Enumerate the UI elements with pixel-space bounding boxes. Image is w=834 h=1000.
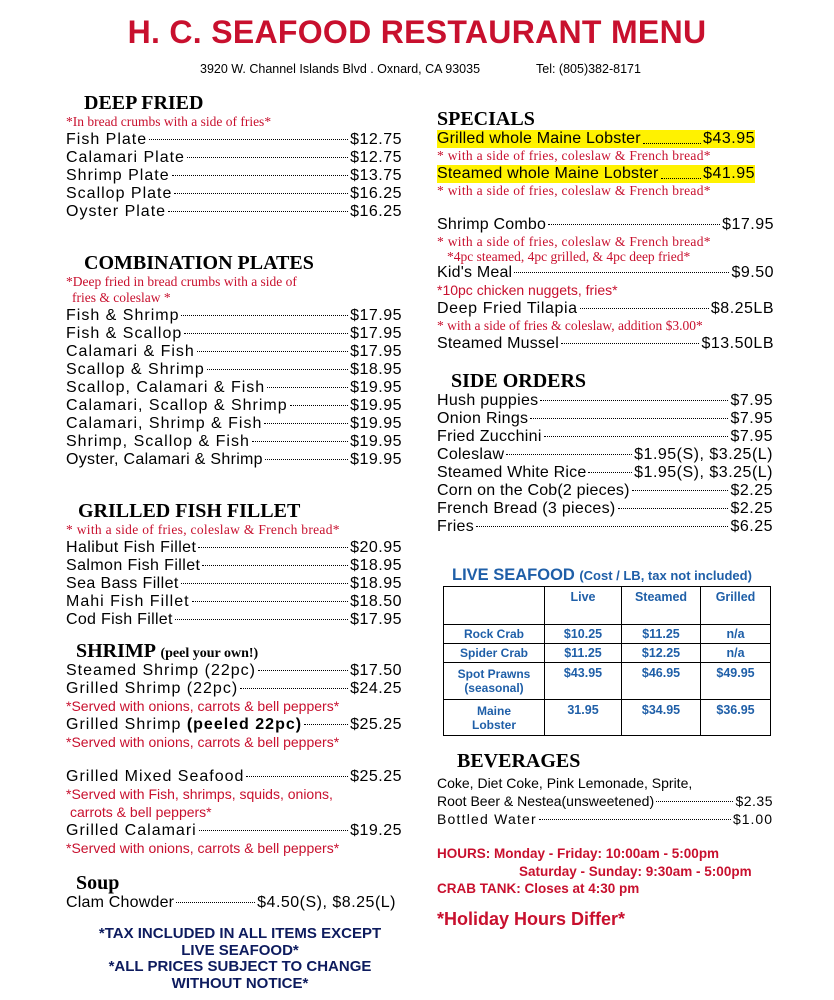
item-name: [66, 716, 302, 734]
hours-section: [437, 845, 777, 898]
menu-item: [437, 335, 774, 353]
combination-section: [66, 252, 402, 469]
menu-item: [66, 539, 402, 557]
item-name: Halibut Fish Fillet: [66, 539, 197, 556]
menu-item: [437, 216, 774, 234]
menu-item: [66, 716, 402, 734]
soup-heading: Soup: [76, 872, 120, 894]
item-price: $2.35: [735, 793, 773, 809]
item-price: $17.95: [350, 611, 402, 628]
holiday-hours-note: *Holiday Hours Differ*: [437, 909, 626, 929]
live-seafood-table: [443, 586, 771, 736]
item-price: $4.50(S), $8.25(L): [257, 894, 396, 911]
item-name: Shrimp Plate: [66, 167, 170, 184]
item-price: $7.95: [730, 392, 773, 409]
restaurant-phone: Tel: (805)382-8171: [536, 62, 641, 76]
item-name: Bottled Water: [437, 811, 537, 827]
specials-note: * with a side of fries, coleslaw & French bread*: [437, 148, 711, 163]
cell-steamed: $11.25: [622, 625, 701, 644]
item-name: Grilled Shrimp (22pc): [66, 680, 239, 697]
specials-note: *4pc steamed, 4pc grilled, & 4pc deep fried*: [447, 249, 691, 264]
grilled-mixed-note: *Served with Fish, shrimps, squids, onions,: [66, 786, 333, 802]
menu-item: [66, 415, 402, 433]
grilled-fish-note: * with a side of fries, coleslaw & French bread*: [66, 522, 340, 537]
item-price: $25.25: [350, 768, 402, 785]
menu-item: [66, 680, 402, 698]
menu-item: [66, 131, 402, 149]
menu-item: [66, 894, 396, 912]
item-price: $18.95: [350, 361, 402, 378]
deep-fried-list: [66, 131, 402, 221]
menu-item: [437, 264, 774, 282]
table-row: [444, 644, 771, 663]
item-price: $2.25: [730, 482, 773, 499]
cell-live: $43.95: [545, 663, 622, 700]
specials-note: * with a side of fries, coleslaw & French bread*: [437, 183, 711, 198]
menu-item: [66, 557, 402, 575]
specials-note: * with a side of fries, coleslaw & French bread*: [437, 234, 711, 249]
item-price: $7.95: [730, 410, 773, 427]
shrimp-heading: SHRIMP: [76, 640, 156, 662]
shrimp-note: *Served with onions, carrots & bell peppers*: [66, 734, 340, 750]
deep-fried-note: *In bread crumbs with a side of fries*: [66, 114, 272, 129]
item-name: Calamari Plate: [66, 149, 185, 166]
item-price: $12.75: [350, 149, 402, 166]
table-row: [444, 625, 771, 644]
shrimp-section: [66, 640, 402, 752]
menu-item: [437, 810, 773, 828]
item-name: Fish & Scallop: [66, 325, 183, 342]
item-price: $8.25LB: [710, 300, 774, 317]
row-name: Maine Lobster: [444, 700, 545, 736]
combination-note: *Deep fried in bread crumbs with a side of: [66, 274, 297, 289]
item-name: Calamari, Shrimp & Fish: [66, 415, 263, 432]
menu-item: [437, 130, 774, 148]
combination-heading: COMBINATION PLATES: [84, 252, 314, 274]
table-row: [444, 663, 771, 700]
menu-item: [66, 451, 402, 469]
menu-item: [66, 611, 402, 629]
menu-title: H. C. SEAFOOD RESTAURANT MENU: [127, 14, 707, 50]
table-header-cell: Live: [545, 587, 622, 625]
item-price: $17.95: [350, 325, 402, 342]
menu-item: [437, 428, 773, 446]
item-price: $17.95: [722, 216, 774, 233]
hours-weekday: HOURS: Monday - Friday: 10:00am - 5:00pm: [437, 846, 720, 861]
menu-item: [66, 379, 402, 397]
side-orders-heading: SIDE ORDERS: [451, 370, 587, 392]
menu-item: [66, 167, 402, 185]
menu-item: [437, 446, 773, 464]
item-name: Cod Fish Fillet: [66, 611, 173, 628]
item-price: $24.25: [350, 680, 402, 697]
item-name: Grilled whole Maine Lobster: [437, 130, 641, 147]
item-price: $1.95(S), $3.25(L): [634, 464, 773, 481]
item-price: $12.75: [350, 131, 402, 148]
side-orders-section: [437, 370, 773, 536]
item-name: Calamari & Fish: [66, 343, 195, 360]
footer-line: *TAX INCLUDED IN ALL ITEMS EXCEPT: [98, 925, 382, 942]
cell-live: $10.25: [545, 625, 622, 644]
item-name: Deep Fried Tilapia: [437, 300, 578, 317]
grilled-calamari-note: *Served with onions, carrots & bell peppers*: [66, 840, 340, 856]
item-price: $19.95: [350, 451, 402, 468]
item-name: Fries: [437, 518, 475, 535]
item-name: Mahi Fish Fillet: [66, 593, 190, 610]
beverages-list-line: Coke, Diet Coke, Pink Lemonade, Sprite,: [437, 775, 693, 791]
menu-item: [437, 392, 773, 410]
grilled-mixed-section: [66, 768, 402, 858]
beverages-section: [437, 750, 773, 828]
menu-item: [66, 768, 402, 786]
item-price: $20.95: [350, 539, 402, 556]
table-header-cell: Grilled: [701, 587, 771, 625]
menu-item: [66, 307, 402, 325]
menu-item: [66, 662, 402, 680]
shrimp-note: *Served with onions, carrots & bell peppers*: [66, 698, 340, 714]
item-price: $2.25: [730, 500, 773, 517]
item-price: $19.25: [350, 822, 402, 839]
item-name: Scallop, Calamari & Fish: [66, 379, 266, 396]
menu-item: [66, 343, 402, 361]
item-price: $7.95: [730, 428, 773, 445]
specials-section: [437, 108, 774, 353]
live-seafood-heading: LIVE SEAFOOD: [452, 566, 575, 584]
item-name: Oyster, Calamari & Shrimp: [66, 451, 263, 468]
menu-item: [66, 361, 402, 379]
cell-steamed: $12.25: [622, 644, 701, 663]
item-price: $6.25: [730, 518, 773, 535]
table-header-cell: [444, 587, 545, 625]
deep-fried-heading: DEEP FRIED: [84, 92, 204, 114]
item-name: Oyster Plate: [66, 203, 167, 220]
live-seafood-subheading: (Cost / LB, tax not included): [579, 568, 752, 583]
row-name: Spider Crab: [444, 644, 545, 663]
grilled-fish-list: [66, 539, 402, 629]
item-price: $43.95: [703, 130, 755, 147]
shrimp-subheading: (peel your own!): [160, 646, 259, 661]
item-name: Fish & Shrimp: [66, 307, 180, 324]
item-name: Shrimp, Scallop & Fish: [66, 433, 250, 450]
item-price: $19.95: [350, 379, 402, 396]
menu-item: [437, 410, 773, 428]
cell-grilled: n/a: [701, 644, 771, 663]
item-name: Fried Zucchini: [437, 428, 542, 445]
item-name: Salmon Fish Fillet: [66, 557, 201, 574]
item-price: $17.95: [350, 307, 402, 324]
beverages-heading: BEVERAGES: [457, 750, 581, 772]
item-price: $19.95: [350, 415, 402, 432]
item-name: Scallop & Shrimp: [66, 361, 205, 378]
item-name: Steamed White Rice: [437, 464, 587, 481]
cell-steamed: $34.95: [622, 700, 701, 736]
cell-grilled: $36.95: [701, 700, 771, 736]
specials-note: * with a side of fries & coleslaw, addition $3.00*: [437, 318, 703, 333]
menu-item: [437, 792, 773, 810]
crab-tank-hours: CRAB TANK: Closes at 4:30 pm: [437, 881, 640, 896]
item-name: French Bread (3 pieces): [437, 500, 616, 517]
table-header-cell: Steamed: [622, 587, 701, 625]
menu-item: [66, 397, 402, 415]
item-name: Corn on the Cob(2 pieces): [437, 482, 630, 499]
item-price: $25.25: [350, 716, 402, 733]
restaurant-address: 3920 W. Channel Islands Blvd . Oxnard, CA 93035: [200, 62, 481, 76]
menu-item: [437, 300, 774, 318]
footer-line: LIVE SEAFOOD*: [181, 941, 299, 959]
item-name: Onion Rings: [437, 410, 529, 427]
item-name: Grilled Calamari: [66, 822, 197, 839]
side-orders-list: [437, 392, 773, 536]
item-price: $41.95: [703, 165, 755, 182]
hours-weekend: Saturday - Sunday: 9:30am - 5:00pm: [519, 863, 752, 879]
item-price: $18.95: [350, 557, 402, 574]
table-row: [444, 700, 771, 736]
menu-item: [66, 203, 402, 221]
footer-line: WITHOUT NOTICE*: [171, 974, 309, 992]
menu-item: [437, 165, 774, 183]
item-price: $19.95: [350, 433, 402, 450]
item-name: Fish Plate: [66, 131, 148, 148]
item-name: Calamari, Scallop & Shrimp: [66, 397, 288, 414]
specials-heading: SPECIALS: [437, 108, 535, 130]
row-name: Spot Prawns (seasonal): [444, 663, 545, 700]
footer-notice: [60, 926, 420, 992]
item-price: $17.95: [350, 343, 402, 360]
grilled-fish-section: [66, 500, 402, 629]
item-price: $1.00: [732, 811, 773, 827]
menu-item: [66, 575, 402, 593]
item-name: Root Beer & Nestea(unsweetened): [437, 793, 655, 809]
item-name-bold: (peeled 22pc): [186, 716, 303, 733]
item-name-prefix: Grilled Shrimp: [66, 716, 187, 733]
combination-list: [66, 307, 402, 469]
combination-note: fries & coleslaw *: [72, 290, 171, 305]
menu-item: [66, 185, 402, 203]
item-name: Coleslaw: [437, 446, 505, 463]
menu-item: [437, 482, 773, 500]
grilled-mixed-note: carrots & bell peppers*: [70, 804, 212, 820]
cell-grilled: n/a: [701, 625, 771, 644]
item-price: $1.95(S), $3.25(L): [634, 446, 773, 463]
specials-note: *10pc chicken nuggets, fries*: [437, 282, 618, 298]
item-name: Steamed whole Maine Lobster: [437, 165, 659, 182]
cell-live: $11.25: [545, 644, 622, 663]
table-header-row: [444, 587, 771, 625]
item-price: $16.25: [350, 185, 402, 202]
grilled-fish-heading: GRILLED FISH FILLET: [78, 500, 301, 522]
row-name: Rock Crab: [444, 625, 545, 644]
footer-line: *ALL PRICES SUBJECT TO CHANGE: [108, 958, 372, 975]
item-name: Steamed Shrimp (22pc): [66, 662, 256, 679]
item-name: Sea Bass Fillet: [66, 575, 179, 592]
item-price: $13.75: [350, 167, 402, 184]
menu-item: [437, 500, 773, 518]
live-seafood-header: [452, 566, 782, 585]
item-price: $16.25: [350, 203, 402, 220]
item-name: Grilled Mixed Seafood: [66, 768, 245, 785]
item-price: $18.95: [350, 575, 402, 592]
item-price: $18.50: [350, 593, 402, 610]
item-name: Clam Chowder: [66, 894, 175, 911]
item-name: Kid's Meal: [437, 264, 513, 281]
item-name: Shrimp Combo: [437, 216, 547, 233]
soup-section: [66, 872, 396, 912]
cell-steamed: $46.95: [622, 663, 701, 700]
menu-item: [437, 464, 773, 482]
menu-item: [66, 822, 402, 840]
menu-item: [66, 325, 402, 343]
menu-item: [437, 518, 773, 536]
menu-item: [66, 149, 402, 167]
item-name: Scallop Plate: [66, 185, 173, 202]
item-price: $17.50: [350, 662, 402, 679]
menu-item: [66, 593, 402, 611]
item-price: $9.50: [731, 264, 774, 281]
cell-grilled: $49.95: [701, 663, 771, 700]
item-price: $19.95: [350, 397, 402, 414]
item-name: Hush puppies: [437, 392, 539, 409]
cell-live: 31.95: [545, 700, 622, 736]
item-price: $13.50LB: [701, 335, 774, 352]
item-name: Steamed Mussel: [437, 335, 559, 352]
deep-fried-section: [66, 92, 402, 221]
menu-item: [66, 433, 402, 451]
